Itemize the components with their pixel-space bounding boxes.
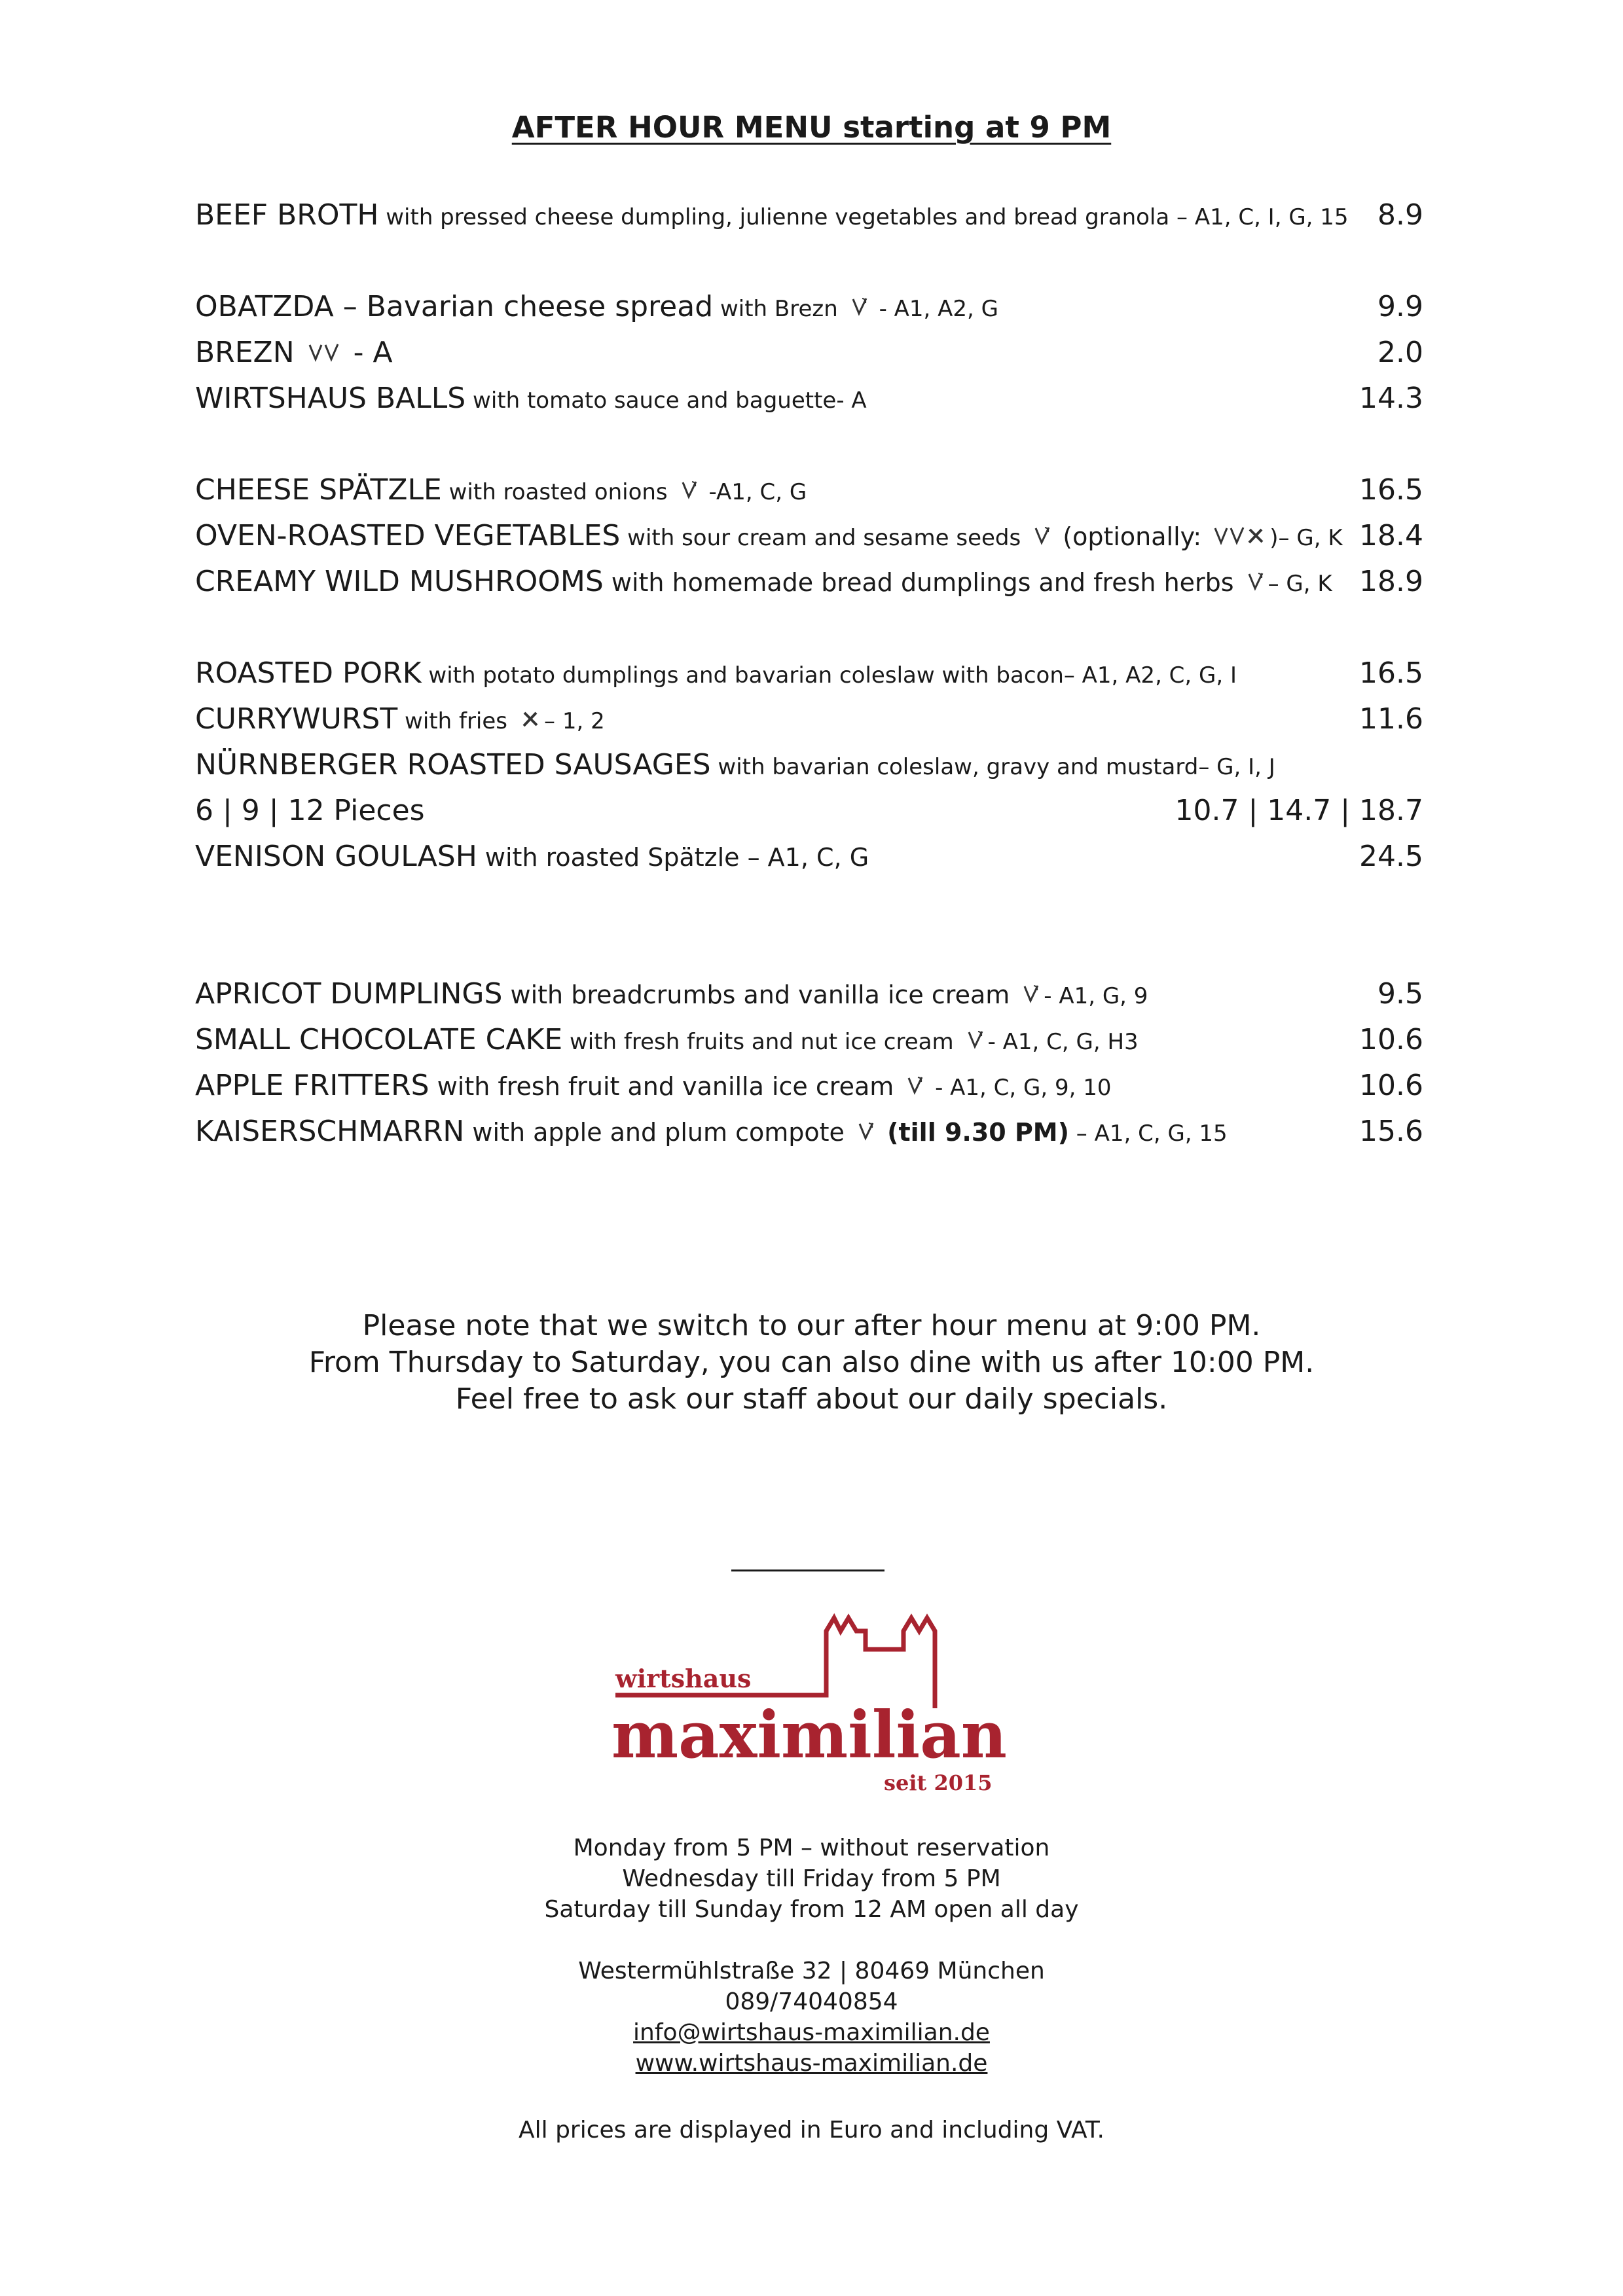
dish-name: WIRTSHAUS BALLS — [195, 382, 466, 415]
dish-price: 18.9 — [1359, 565, 1423, 598]
menu-item-roasted-pork — [195, 651, 1423, 696]
dish-name: VENISON GOULASH — [195, 840, 477, 873]
dish-price: 9.9 — [1377, 290, 1423, 323]
vat-note: All prices are displayed in Euro and including VAT. — [519, 2117, 1104, 2144]
menu-item-obatzda — [195, 284, 1423, 330]
dish-optional-label: (optionally: — [1055, 522, 1210, 551]
dish-description: with pressed cheese dumpling, julienne vegetables and bread granola – A1, C, I, G, 15 — [378, 204, 1349, 230]
vegetarian-icon — [1023, 984, 1040, 1003]
menu-item-chocolate-cake — [195, 1017, 1423, 1063]
pork-icon — [1246, 526, 1266, 545]
menu-item-brezn — [195, 330, 1423, 376]
footer-info — [0, 1833, 1623, 2079]
dish-allergens: – G, K — [1267, 571, 1332, 597]
menu-item-venison-goulash — [195, 834, 1423, 880]
dish-allergens: - A1, G, 9 — [1044, 983, 1148, 1009]
dish-allergens: )– G, K — [1269, 525, 1343, 551]
dish-price: 18.4 — [1359, 519, 1423, 552]
menu-title: AFTER HOUR MENU starting at 9 PM — [511, 110, 1112, 145]
divider-line — [731, 1570, 884, 1571]
email-link[interactable]: info@wirtshaus-maximilian.de — [633, 2019, 990, 2046]
dish-description: with roasted onions — [441, 479, 668, 505]
dish-name: SMALL CHOCOLATE CAKE — [195, 1023, 563, 1056]
dish-name: CURRYWURST — [195, 702, 398, 736]
dish-price: 16.5 — [1359, 656, 1423, 690]
dish-price: 24.5 — [1359, 840, 1423, 873]
note-line: From Thursday to Saturday, you can also dine with us after 10:00 PM. — [308, 1346, 1315, 1379]
dish-allergens: - A1, C, G, 9, 10 — [928, 1075, 1112, 1101]
dish-description: with Brezn — [713, 296, 838, 322]
vegetarian-icon — [1247, 571, 1264, 591]
phone-number: 089/74040854 — [725, 1988, 898, 2015]
menu-item-cheese-spaetzle — [195, 467, 1423, 513]
menu-item-apricot-dumplings — [195, 971, 1423, 1017]
svg-text:seit 2015: seit 2015 — [884, 1770, 993, 1795]
dish-name: ROASTED PORK — [195, 656, 422, 690]
dish-name: APRICOT DUMPLINGS — [195, 977, 503, 1011]
vegan-icon — [1213, 526, 1246, 545]
dish-price: 8.9 — [1377, 198, 1423, 232]
wirtshaus-maximilian-logo — [609, 1610, 1015, 1800]
menu-list — [195, 192, 1423, 1155]
dish-allergens: -A1, C, G — [701, 479, 807, 505]
dish-name: BEEF BROTH — [195, 198, 379, 232]
dish-price: 10.6 — [1359, 1023, 1423, 1056]
opening-hours-line: Wednesday till Friday from 5 PM — [622, 1865, 1001, 1892]
dish-description: with fries — [397, 708, 508, 734]
dish-description: with bavarian coleslaw, gravy and mustard– G, I, J — [710, 754, 1275, 780]
dish-description: with potato dumplings and bavarian coleslaw with bacon– A1, A2, C, G, I — [421, 662, 1237, 689]
pork-icon — [520, 709, 540, 728]
menu-item-wirtshaus-balls — [195, 376, 1423, 422]
dish-name: CREAMY WILD MUSHROOMS — [195, 565, 604, 598]
dish-allergens: – A1, C, G, 15 — [1068, 1121, 1228, 1147]
menu-item-wild-mushrooms — [195, 559, 1423, 605]
dish-name: APPLE FRITTERS — [195, 1069, 429, 1102]
menu-item-kaiserschmarrn — [195, 1109, 1423, 1155]
dish-description: with breadcrumbs and vanilla ice cream — [502, 980, 1010, 1009]
menu-item-apple-fritters — [195, 1063, 1423, 1109]
dish-description: with fresh fruit and vanilla ice cream — [429, 1072, 894, 1101]
opening-hours-line: Saturday till Sunday from 12 AM open all day — [544, 1896, 1079, 1923]
note-line: Please note that we switch to our after hour menu at 9:00 PM. — [362, 1309, 1261, 1342]
dish-name: OVEN-ROASTED VEGETABLES — [195, 519, 621, 552]
dish-price: 10.7 | 14.7 | 18.7 — [1175, 794, 1423, 827]
dish-price: 9.5 — [1377, 977, 1423, 1011]
dish-price: 16.5 — [1359, 473, 1423, 507]
dish-price: 2.0 — [1377, 336, 1423, 369]
dish-allergens: - A1, A2, G — [871, 296, 999, 322]
vegetarian-icon — [858, 1121, 875, 1141]
vegetarian-icon — [851, 296, 868, 316]
menu-item-oven-vegetables — [195, 513, 1423, 559]
opening-hours-line: Monday from 5 PM – without reservation — [573, 1835, 1050, 1861]
vegan-icon — [308, 342, 340, 362]
dish-description: with homemade bread dumplings and fresh herbs — [603, 568, 1234, 597]
dish-name: NÜRNBERGER ROASTED SAUSAGES — [195, 748, 711, 781]
dish-description: with sour cream and sesame seeds — [620, 525, 1021, 551]
dish-description: with apple and plum compote — [464, 1118, 845, 1147]
dish-allergens: - A — [344, 336, 393, 369]
dish-price: 11.6 — [1359, 702, 1423, 736]
dish-allergens: – 1, 2 — [544, 708, 605, 734]
dish-portion-sizes: 6 | 9 | 12 Pieces — [195, 794, 425, 827]
dish-name: KAISERSCHMARRN — [195, 1115, 465, 1148]
dish-allergens: - A1, C, G, H3 — [987, 1029, 1139, 1055]
menu-item-beef-broth — [195, 192, 1423, 238]
website-link[interactable]: www.wirtshaus-maximilian.de — [635, 2050, 988, 2077]
dish-price: 15.6 — [1359, 1115, 1423, 1148]
menu-item-nuernberger-sizes — [195, 788, 1423, 834]
vegetarian-icon — [681, 480, 698, 499]
menu-item-currywurst — [195, 696, 1423, 742]
vegetarian-icon — [967, 1030, 984, 1049]
dish-name: OBATZDA – Bavarian cheese spread — [195, 290, 714, 323]
address: Westermühlstraße 32 | 80469 München — [578, 1958, 1045, 1984]
dish-description: with tomato sauce and baguette- A — [465, 387, 867, 414]
dish-description: with roasted Spätzle – A1, C, G — [477, 843, 869, 872]
dish-price: 10.6 — [1359, 1069, 1423, 1102]
dish-description: with fresh fruits and nut ice cream — [562, 1029, 954, 1055]
after-hour-note — [0, 1308, 1623, 1418]
dish-time-note: (till 9.30 PM) — [878, 1118, 1069, 1147]
svg-text:maximilian: maximilian — [611, 1698, 1007, 1773]
menu-item-nuernberger — [195, 742, 1423, 788]
svg-text:wirtshaus: wirtshaus — [615, 1664, 752, 1693]
vegetarian-icon — [1034, 526, 1051, 545]
dish-name: CHEESE SPÄTZLE — [195, 473, 442, 507]
dish-name: BREZN — [195, 336, 295, 369]
dish-price: 14.3 — [1359, 382, 1423, 415]
note-line: Feel free to ask our staff about our daily specials. — [455, 1382, 1168, 1416]
vegetarian-icon — [907, 1075, 924, 1095]
